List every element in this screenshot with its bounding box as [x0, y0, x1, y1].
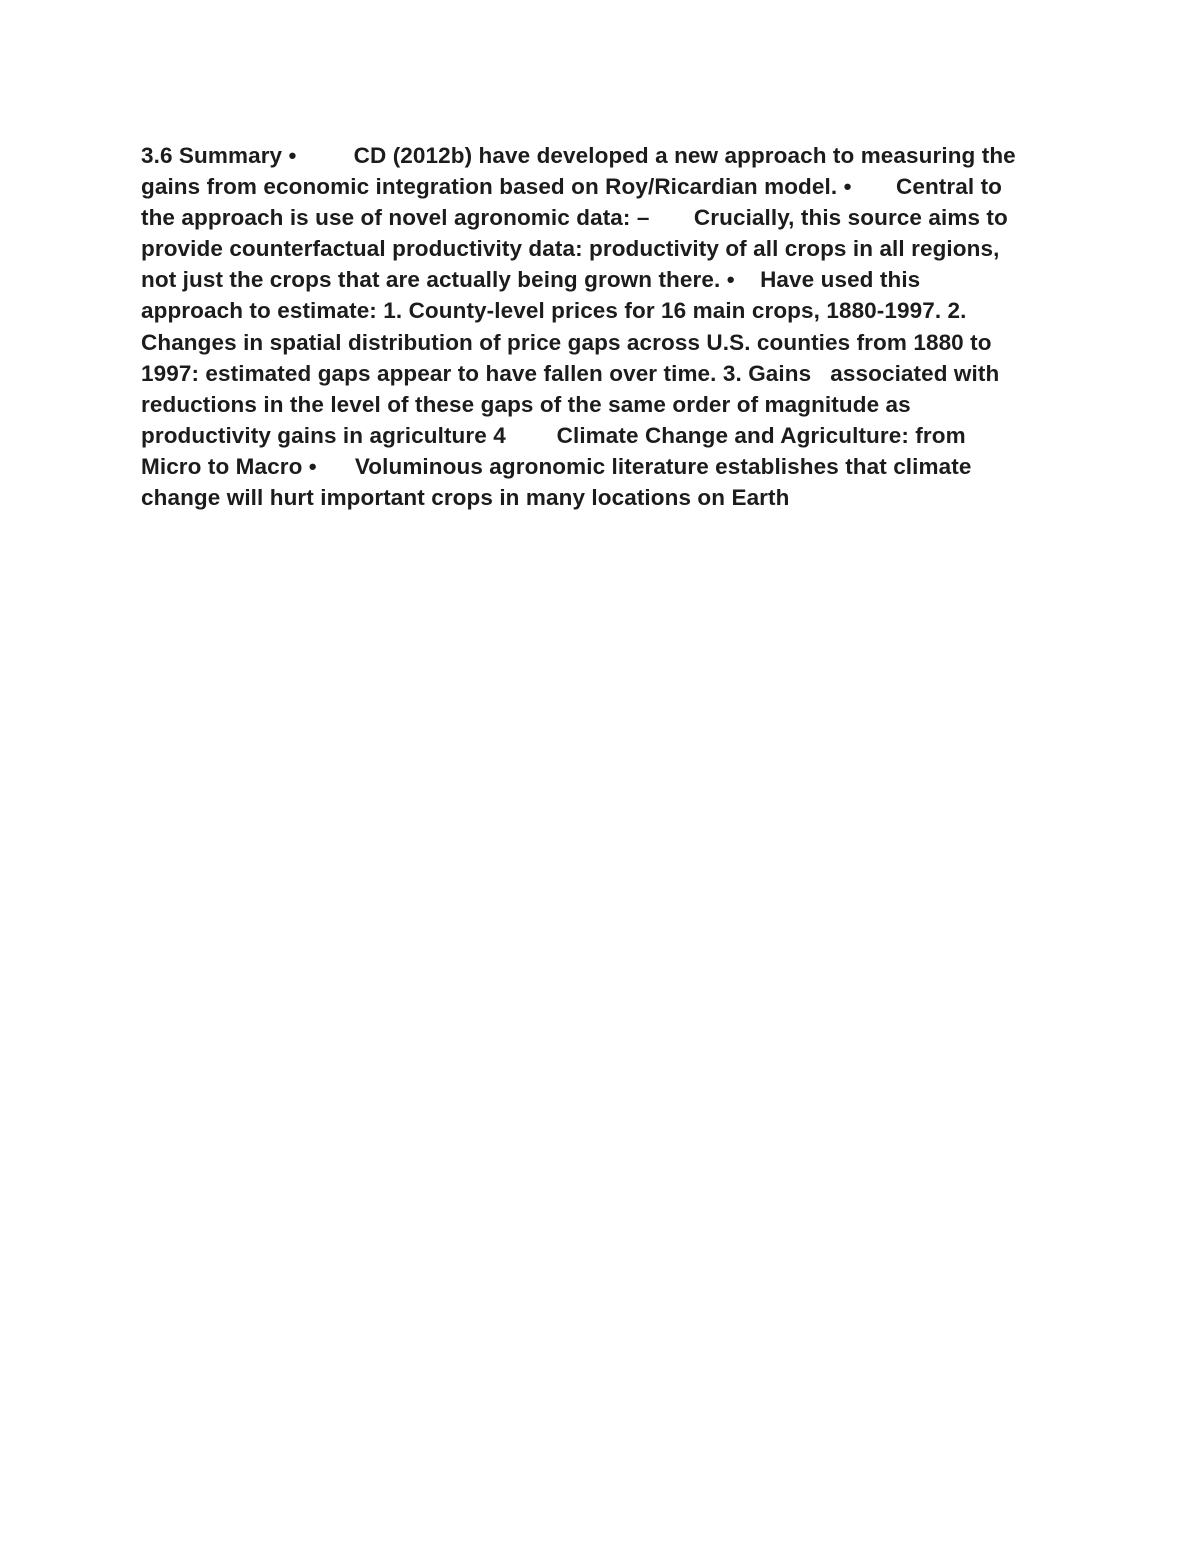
text-line: provide counterfactual productivity data: productivity of all crops in all regions,	[141, 236, 1000, 262]
text-line: Changes in spatial distribution of price gaps across U.S. counties from 1880 to	[141, 329, 992, 355]
text-line: reductions in the level of these gaps of the same order of magnitude as	[141, 391, 911, 417]
text-line: the approach is use of novel agronomic data: – Crucially, this source aims to	[141, 205, 1008, 231]
text-line: change will hurt important crops in many locations on Earth	[141, 485, 790, 511]
text-line: 3.6 Summary • CD (2012b) have developed a new approach to measuring the	[141, 143, 1016, 168]
text-line: 1997: estimated gaps appear to have fallen over time. 3. Gains associated with	[141, 360, 1000, 386]
text-line: approach to estimate: 1. County-level prices for 16 main crops, 1880-1997. 2.	[141, 298, 967, 324]
text-line: not just the crops that are actually being grown there. • Have used this	[141, 267, 921, 293]
text-line: productivity gains in agriculture 4 Climate Change and Agriculture: from	[141, 422, 966, 448]
body-text	[141, 140, 1071, 513]
text-line: Micro to Macro • Voluminous agronomic literature establishes that climate	[141, 453, 972, 479]
text-line: gains from economic integration based on Roy/Ricardian model. • Central to	[141, 174, 1003, 200]
